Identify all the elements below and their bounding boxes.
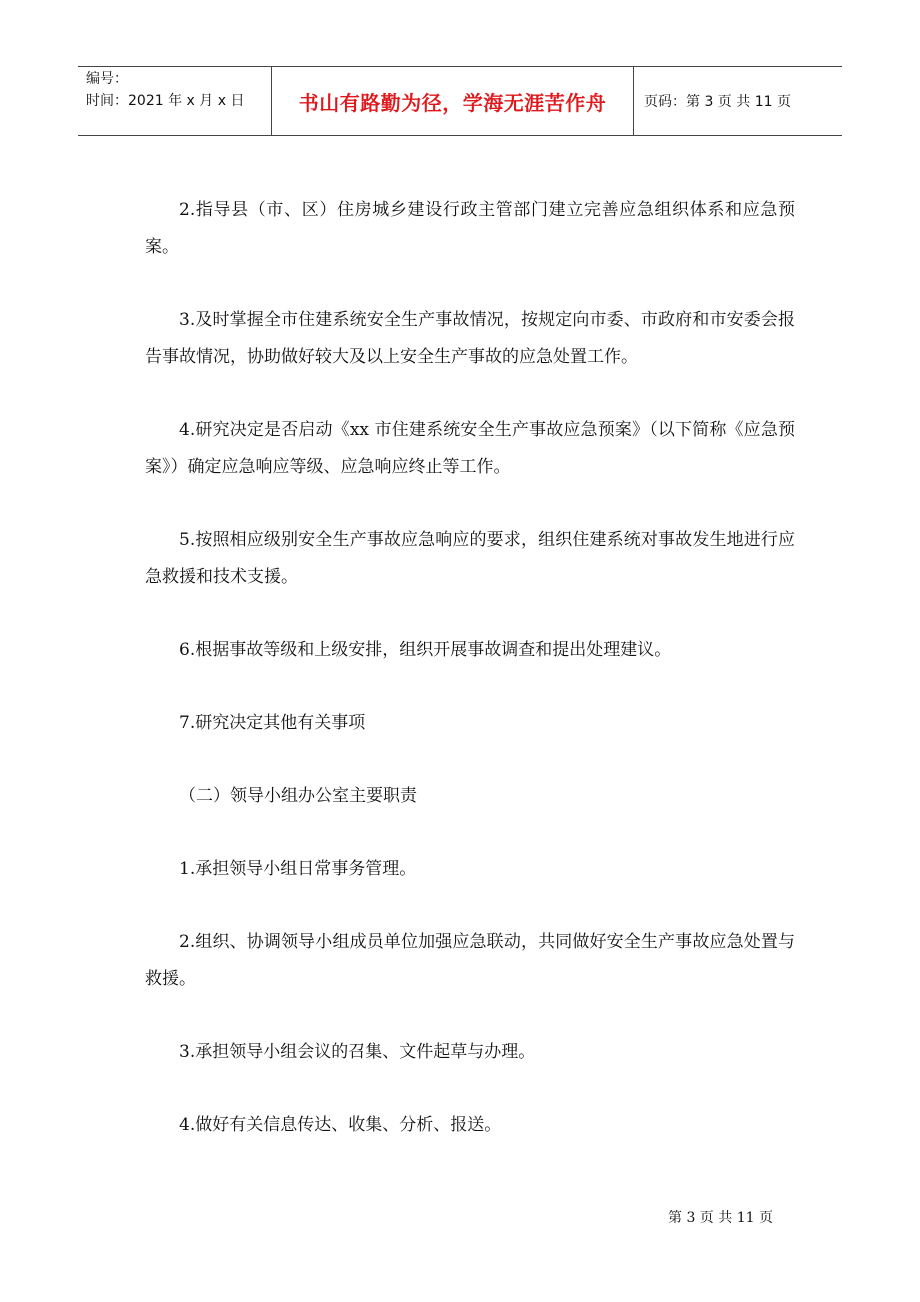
paragraph: 6.根据事故等级和上级安排，组织开展事故调查和提出处理建议。 (179, 640, 672, 660)
paragraph: 7.研究决定其他有关事项 (179, 713, 366, 733)
header-motto: 书山有路勤为径，学海无涯苦作舟 (298, 90, 607, 115)
header-meta (78, 67, 272, 135)
page-header (78, 66, 842, 136)
footer-page-number: 第 3 页 共 11 页 (668, 1210, 773, 1226)
paragraph: 2.指导县（市、区）住房城乡建设行政主管部门建立完善应急组织体系和应急预案。 (145, 200, 795, 257)
page-footer (668, 1207, 773, 1227)
paragraph: 3.及时掌握全市住建系统安全生产事故情况，按规定向市委、市政府和市安委会报告事故情况，协助做好较大及以上安全生产事故的应急处置工作。 (145, 310, 795, 367)
header-motto-cell (272, 67, 634, 135)
section-heading: （二）领导小组办公室主要职责 (179, 786, 417, 806)
document-body (145, 192, 795, 1180)
paragraph: 3.承担领导小组会议的召集、文件起草与办理。 (179, 1042, 536, 1062)
paragraph: 4.做好有关信息传达、收集、分析、报送。 (179, 1115, 502, 1135)
paragraph: 1.承担领导小组日常事务管理。 (179, 859, 417, 879)
document-date-label: 时间：2021 年 x 月 x 日 (86, 93, 245, 109)
header-page-number: 页码：第 3 页 共 11 页 (644, 94, 791, 110)
paragraph: 4.研究决定是否启动《xx 市住建系统安全生产事故应急预案》（以下简称《应急预案》）确定应急响应等级、应急响应终止等工作。 (145, 420, 795, 477)
header-page-cell (634, 67, 842, 135)
paragraph: 2.组织、协调领导小组成员单位加强应急联动，共同做好安全生产事故应急处置与救援。 (145, 932, 795, 989)
paragraph: 5.按照相应级别安全生产事故应急响应的要求，组织住建系统对事故发生地进行应急救援和技术支援。 (145, 530, 795, 587)
document-number-label: 编号： (86, 71, 128, 87)
